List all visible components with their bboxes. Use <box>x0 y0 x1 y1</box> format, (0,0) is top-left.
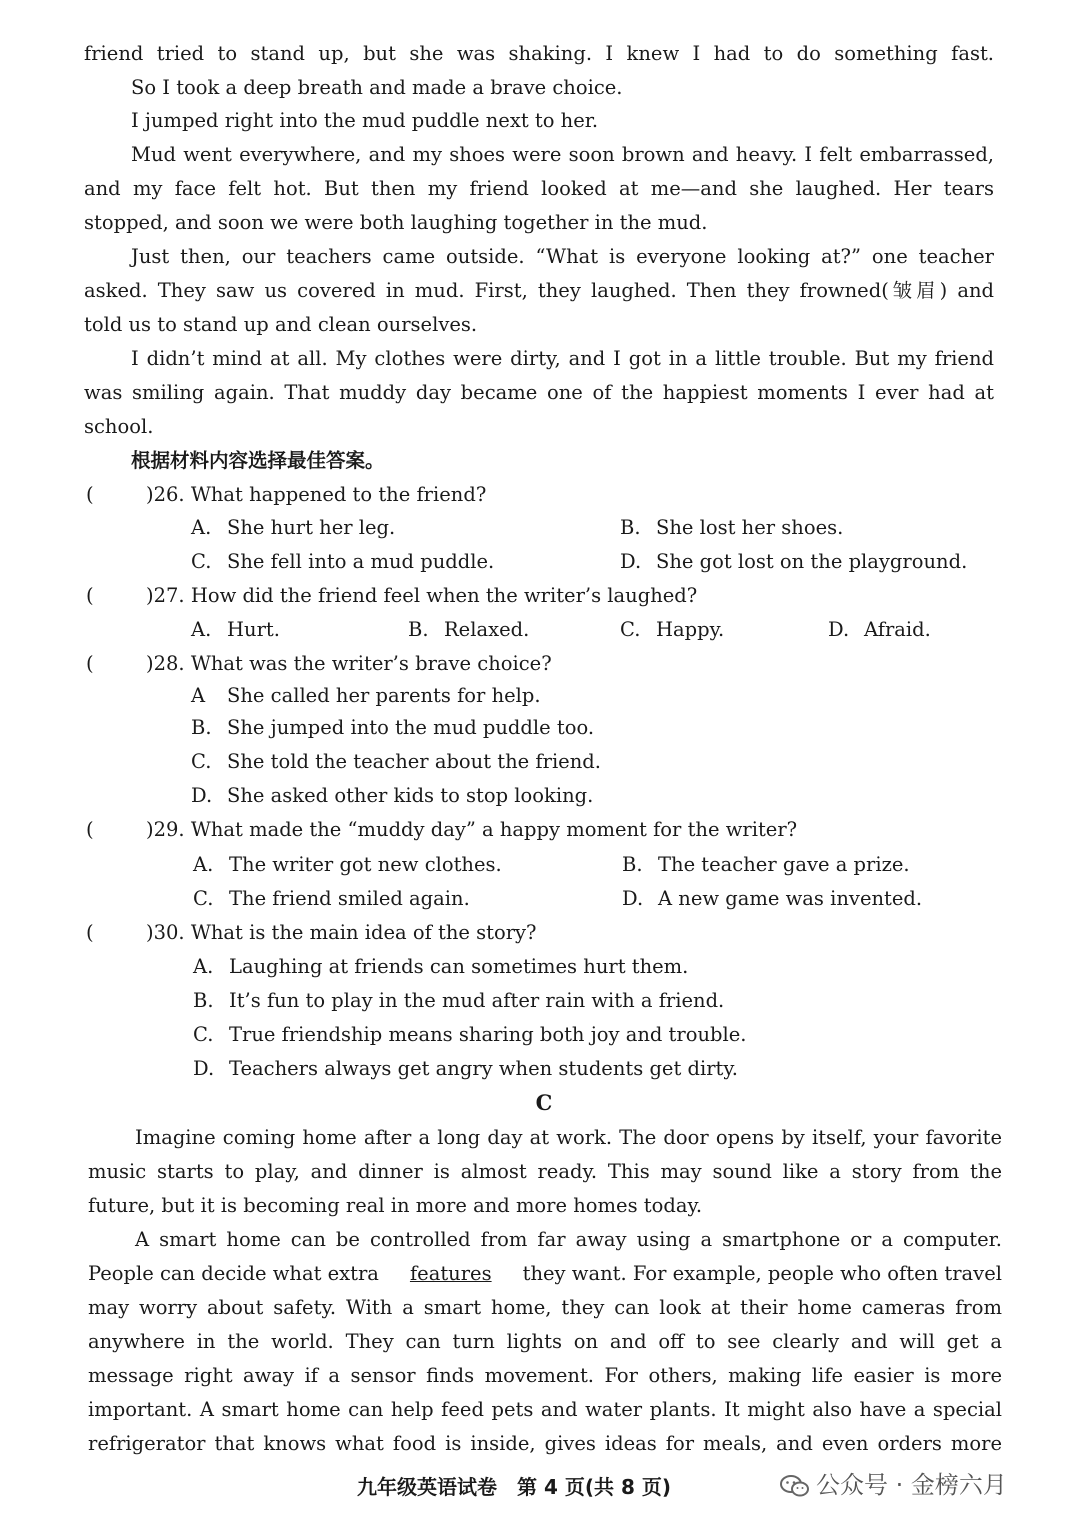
passage-line: and my face felt hot. But then my friend looked at me—and she laughed. Her tears <box>84 177 994 200</box>
passage-line: stopped, and soon we were both laughing together in the mud. <box>84 211 708 234</box>
passage-text: People can decide what extra <box>88 1262 379 1285</box>
option-text: Teachers always get angry when students get dirty. <box>229 1057 738 1080</box>
passage-line: A smart home can be controlled from far away using a smartphone or a computer. <box>135 1228 1002 1251</box>
option-label: A <box>191 684 206 707</box>
passage-line: asked. They saw us covered in mud. First, they laughed. Then they frowned(皱眉) and <box>84 279 994 302</box>
option-b <box>620 511 843 545</box>
option-label: B. <box>622 853 643 876</box>
option-label: C. <box>191 750 212 773</box>
option-text: True friendship means sharing both joy and trouble. <box>229 1023 747 1046</box>
wechat-icon <box>780 1473 810 1497</box>
option-text: She lost her shoes. <box>656 516 844 539</box>
passage-line: anywhere in the world. They can turn lights on and off to see clearly and will get a <box>88 1330 1002 1353</box>
option-b <box>622 848 910 882</box>
section-heading: C <box>535 1090 553 1115</box>
question-stem: )29. What made the “muddy day” a happy moment for the writer? <box>146 818 798 841</box>
passage-line: refrigerator that knows what food is inside, gives ideas for meals, and even orders more <box>88 1432 1002 1455</box>
option-label: D. <box>191 784 213 807</box>
option-label: C. <box>620 618 641 641</box>
question-stem: )26. What happened to the friend? <box>146 483 487 506</box>
option-d <box>622 882 922 916</box>
question-stem: )28. What was the writer’s brave choice? <box>146 652 552 675</box>
passage-line: Imagine coming home after a long day at work. The door opens by itself, your favorite <box>135 1126 1002 1149</box>
option-b <box>193 984 724 1018</box>
option-b <box>408 613 529 647</box>
passage-line: I didn’t mind at all. My clothes were dirty, and I got in a little trouble. But my friend <box>131 347 994 370</box>
option-text: She got lost on the playground. <box>656 550 968 573</box>
option-text: She hurt her leg. <box>227 516 396 539</box>
option-text: She called her parents for help. <box>227 684 541 707</box>
passage-line: message right away if a sensor finds movement. For others, making life easier is more <box>88 1364 1002 1387</box>
answer-blank: ( <box>86 483 94 506</box>
watermark <box>780 1468 1007 1502</box>
option-text: The friend smiled again. <box>229 887 470 910</box>
page-footer: 九年级英语试卷 第 4 页(共 8 页) <box>357 1475 671 1499</box>
passage-line: music starts to play, and dinner is almost ready. This may sound like a story from the <box>88 1160 1002 1183</box>
passage-line: future, but it is becoming real in more and more homes today. <box>88 1194 703 1217</box>
passage-line: school. <box>84 415 154 438</box>
option-b <box>191 711 594 745</box>
option-label: A. <box>193 955 214 978</box>
option-text: Hurt. <box>227 618 280 641</box>
passage-line: Mud went everywhere, and my shoes were soon brown and heavy. I felt embarrassed, <box>131 143 994 166</box>
passage-line: may worry about safety. With a smart home, they can look at their home cameras from <box>88 1296 1002 1319</box>
option-c <box>193 1018 746 1052</box>
passage-line: friend tried to stand up, but she was shaking. I knew I had to do something fast. <box>84 42 994 65</box>
option-a <box>193 848 502 882</box>
answer-blank: ( <box>86 921 94 944</box>
passage-line: important. A smart home can help feed pets and water plants. It might also have a special <box>88 1398 1002 1421</box>
option-label: C. <box>193 887 214 910</box>
answer-blank: ( <box>86 818 94 841</box>
passage-line: Just then, our teachers came outside. “What is everyone looking at?” one teacher <box>131 245 994 268</box>
passage-line <box>88 1257 1002 1291</box>
option-text: She told the teacher about the friend. <box>227 750 601 773</box>
instruction: 根据材料内容选择最佳答案。 <box>131 449 385 472</box>
option-label: A. <box>191 618 212 641</box>
question-stem: )27. How did the friend feel when the writer’s laughed? <box>146 584 698 607</box>
option-c <box>191 545 494 579</box>
option-label: B. <box>193 989 214 1012</box>
option-text: The writer got new clothes. <box>229 853 502 876</box>
option-label: D. <box>828 618 850 641</box>
passage-line: was smiling again. That muddy day became one of the happiest moments I ever had at <box>84 381 994 404</box>
option-text: She fell into a mud puddle. <box>227 550 495 573</box>
option-a <box>191 511 395 545</box>
option-c <box>193 882 470 916</box>
option-label: C. <box>191 550 212 573</box>
passage-line: told us to stand up and clean ourselves. <box>84 313 478 336</box>
option-a <box>191 679 541 713</box>
underlined-word: features <box>409 1262 492 1285</box>
option-label: B. <box>620 516 641 539</box>
option-text: The teacher gave a prize. <box>658 853 910 876</box>
option-text: Laughing at friends can sometimes hurt them. <box>229 955 689 978</box>
option-d <box>620 545 967 579</box>
passage-text: they want. For example, people who often travel <box>522 1262 1002 1285</box>
option-label: B. <box>408 618 429 641</box>
option-a <box>191 613 280 647</box>
option-d <box>828 613 931 647</box>
option-text: It’s fun to play in the mud after rain with a friend. <box>229 989 725 1012</box>
answer-blank: ( <box>86 652 94 675</box>
option-text: Afraid. <box>864 618 931 641</box>
option-label: A. <box>193 853 214 876</box>
answer-blank: ( <box>86 584 94 607</box>
option-label: A. <box>191 516 212 539</box>
option-label: D. <box>622 887 644 910</box>
option-label: C. <box>193 1023 214 1046</box>
option-text: A new game was invented. <box>658 887 923 910</box>
option-a <box>193 950 688 984</box>
passage-line: So I took a deep breath and made a brave choice. <box>131 76 623 99</box>
option-d <box>191 779 593 813</box>
option-c <box>620 613 724 647</box>
option-label: B. <box>191 716 212 739</box>
option-text: She jumped into the mud puddle too. <box>227 716 595 739</box>
watermark-text: 公众号 · 金榜六月 <box>816 1471 1007 1499</box>
option-text: She asked other kids to stop looking. <box>227 784 594 807</box>
question-stem: )30. What is the main idea of the story? <box>146 921 537 944</box>
option-label: D. <box>620 550 642 573</box>
option-d <box>193 1052 738 1086</box>
option-text: Relaxed. <box>444 618 530 641</box>
option-label: D. <box>193 1057 215 1080</box>
option-text: Happy. <box>656 618 725 641</box>
passage-line: I jumped right into the mud puddle next to her. <box>131 109 599 132</box>
option-c <box>191 745 601 779</box>
